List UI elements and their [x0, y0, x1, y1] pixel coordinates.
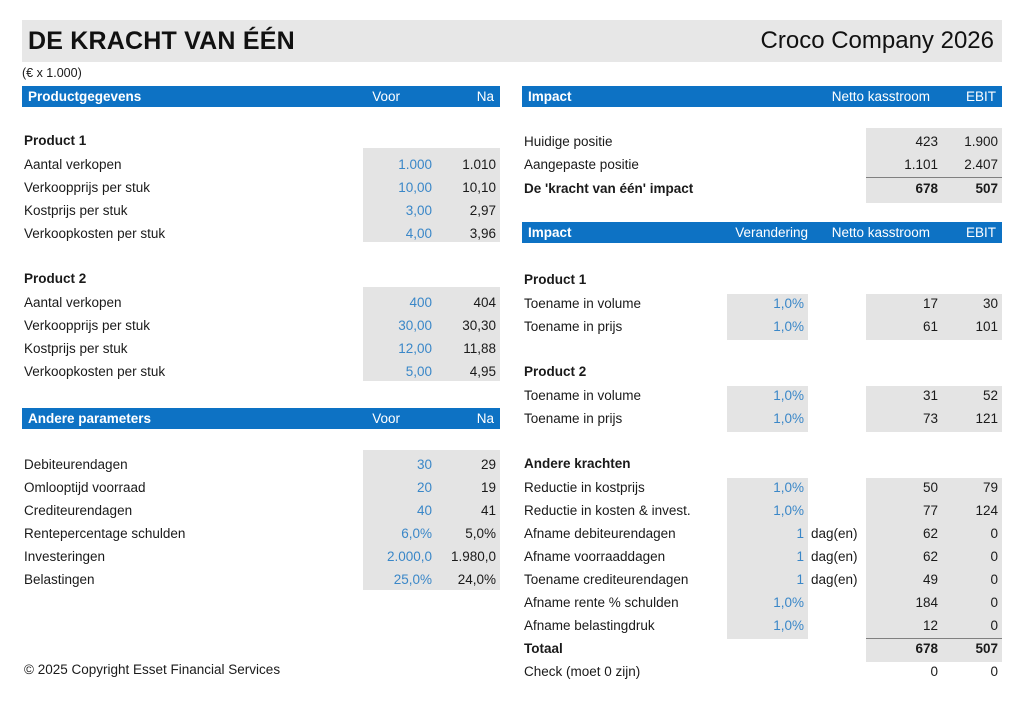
param-row-1-before[interactable]: 20 — [416, 480, 432, 495]
param-row-5-after: 24,0% — [457, 572, 496, 587]
param-row-0-label: Debiteurendagen — [24, 457, 128, 472]
detail-other-row-2-change[interactable]: 1 — [796, 526, 804, 541]
detail-other-row-1-change[interactable]: 1,0% — [773, 503, 804, 518]
product2-row-2-after: 11,88 — [463, 341, 496, 356]
product2-row-0-after: 404 — [473, 295, 496, 310]
product2-row-0-label: Aantal verkopen — [24, 295, 122, 310]
product2-row-3-after: 4,95 — [469, 364, 496, 379]
param-row-2-after: 41 — [480, 503, 496, 518]
impact-header-detail-title: Impact — [528, 225, 572, 240]
position-row-1-label: Aangepaste positie — [524, 157, 639, 172]
impact-header-detail — [522, 222, 1002, 243]
total-row-cashflow: 678 — [915, 641, 938, 656]
detail-p2-row-0-label: Toename in volume — [524, 388, 642, 403]
position-row-0-cashflow: 423 — [915, 134, 938, 149]
detail-other-row-5-change[interactable]: 1,0% — [773, 595, 804, 610]
detail-other-row-6-ebit: 0 — [990, 618, 998, 633]
detail-other-row-3-ebit: 0 — [990, 549, 998, 564]
product2-row-2-label: Kostprijs per stuk — [24, 341, 128, 356]
position-row-1-cashflow: 1.101 — [904, 157, 938, 172]
detail-other-total-topline — [866, 638, 1002, 639]
product1-row-0-after: 1.010 — [462, 157, 496, 172]
param-row-3-before[interactable]: 6,0% — [401, 526, 432, 541]
param-row-1-label: Omlooptijd voorraad — [24, 480, 146, 495]
detail-p1-row-1-change[interactable]: 1,0% — [773, 319, 804, 334]
position-row-2-cashflow: 678 — [915, 181, 938, 196]
detail-other-row-6-change[interactable]: 1,0% — [773, 618, 804, 633]
check-row-label: Check (moet 0 zijn) — [524, 664, 641, 679]
unit-note: (€ x 1.000) — [22, 66, 82, 80]
product2-row-1-after: 30,30 — [462, 318, 496, 333]
product1-row-3-after: 3,96 — [469, 226, 496, 241]
detail-p1-row-1-cashflow: 61 — [922, 319, 938, 334]
impact-header-top-title: Impact — [528, 89, 572, 104]
param-row-4-before[interactable]: 2.000,0 — [386, 549, 432, 564]
param-row-3-label: Rentepercentage schulden — [24, 526, 186, 541]
copyright-footer: © 2025 Copyright Esset Financial Services — [24, 662, 281, 677]
position-row-1-ebit: 2.407 — [964, 157, 998, 172]
product1-row-0-label: Aantal verkopen — [24, 157, 122, 172]
product1-group-label: Product 1 — [24, 133, 87, 148]
detail-other-row-0-label: Reductie in kostprijs — [524, 480, 645, 495]
product1-row-2-label: Kostprijs per stuk — [24, 203, 128, 218]
param-row-3-after: 5,0% — [465, 526, 496, 541]
detail-p1-row-1-label: Toename in prijs — [524, 319, 623, 334]
position-row-0-ebit: 1.900 — [964, 134, 998, 149]
detail-p2-row-1-ebit: 121 — [975, 411, 998, 426]
detail-other-row-4-ebit: 0 — [990, 572, 998, 587]
detail-p2-row-0-change[interactable]: 1,0% — [773, 388, 804, 403]
param-row-4-label: Investeringen — [24, 549, 106, 564]
total-row-ebit: 507 — [975, 641, 998, 656]
detail-other-row-0-change[interactable]: 1,0% — [773, 480, 804, 495]
detail-p2-row-0-ebit: 52 — [982, 388, 998, 403]
detail-other-row-3-change[interactable]: 1 — [796, 549, 804, 564]
param-row-5-label: Belastingen — [24, 572, 95, 587]
product1-row-2-before[interactable]: 3,00 — [405, 203, 432, 218]
otherparams-header — [22, 408, 500, 429]
impact-top-col-ebit: EBIT — [965, 89, 996, 104]
position-row-0-label: Huidige positie — [524, 134, 613, 149]
check-row-cashflow: 0 — [930, 664, 938, 679]
impact-detail-col-ebit: EBIT — [965, 225, 996, 240]
impact-header-top — [522, 86, 1002, 107]
param-row-0-after: 29 — [480, 457, 496, 472]
detail-p2-row-1-cashflow: 73 — [922, 411, 938, 426]
total-row-label: Totaal — [524, 641, 563, 656]
detail-other-row-4-label: Toename crediteurendagen — [524, 572, 689, 587]
detail-other-row-5-cashflow: 184 — [915, 595, 938, 610]
detail-other-row-3-cashflow: 62 — [922, 549, 938, 564]
detail-p1-row-1-ebit: 101 — [975, 319, 998, 334]
detail-other-row-2-ebit: 0 — [990, 526, 998, 541]
page-title: DE KRACHT VAN ÉÉN — [28, 26, 295, 55]
detail-other-row-2-cashflow: 62 — [922, 526, 938, 541]
detail-other-row-3-label: Afname voorraaddagen — [524, 549, 666, 564]
detail-other-row-6-cashflow: 12 — [922, 618, 938, 633]
detail-other-row-1-ebit: 124 — [975, 503, 998, 518]
product1-row-3-before[interactable]: 4,00 — [405, 226, 432, 241]
product2-row-3-label: Verkoopkosten per stuk — [24, 364, 166, 379]
company-title: Croco Company 2026 — [760, 27, 994, 54]
param-row-4-after: 1.980,0 — [450, 549, 496, 564]
detail-other-row-4-change[interactable]: 1 — [796, 572, 804, 587]
product1-row-1-label: Verkoopprijs per stuk — [24, 180, 151, 195]
impact-detail-col-change: Verandering — [735, 225, 808, 240]
detail-other-row-1-label: Reductie in kosten & invest. — [524, 503, 691, 518]
otherparams-col-before: Voor — [372, 411, 400, 426]
detail-p1-group-label: Product 1 — [524, 272, 587, 287]
position-total-topline — [866, 177, 1002, 178]
detail-p2-row-0-cashflow: 31 — [922, 388, 938, 403]
detail-other-row-3-suffix: dag(en) — [811, 549, 858, 564]
title-band — [22, 20, 1002, 62]
detail-other-row-5-label: Afname rente % schulden — [524, 595, 679, 610]
param-row-2-label: Crediteurendagen — [24, 503, 133, 518]
detail-p2-group-label: Product 2 — [524, 364, 587, 379]
detail-other-row-5-ebit: 0 — [990, 595, 998, 610]
product2-row-1-before[interactable]: 30,00 — [398, 318, 432, 333]
product1-row-2-after: 2,97 — [469, 203, 496, 218]
detail-other-row-0-ebit: 79 — [982, 480, 998, 495]
detail-p2-row-1-label: Toename in prijs — [524, 411, 623, 426]
product2-row-1-label: Verkoopprijs per stuk — [24, 318, 151, 333]
param-row-2-before[interactable]: 40 — [416, 503, 432, 518]
position-row-2-ebit: 507 — [975, 181, 998, 196]
productdata-header-title: Productgegevens — [28, 89, 142, 104]
product2-group-label: Product 2 — [24, 271, 87, 286]
impact-detail-col-cashflow: Netto kasstroom — [831, 225, 930, 240]
product2-row-2-before[interactable]: 12,00 — [398, 341, 432, 356]
detail-p1-row-0-cashflow: 17 — [922, 296, 938, 311]
detail-other-row-4-suffix: dag(en) — [811, 572, 858, 587]
productdata-header — [22, 86, 500, 107]
impact-top-col-cashflow: Netto kasstroom — [831, 89, 930, 104]
otherparams-header-title: Andere parameters — [28, 411, 152, 426]
detail-other-group-label: Andere krachten — [524, 456, 631, 471]
product2-row-3-before[interactable]: 5,00 — [405, 364, 432, 379]
detail-other-row-0-cashflow: 50 — [922, 480, 938, 495]
product2-row-0-before[interactable]: 400 — [409, 295, 432, 310]
detail-other-row-2-label: Afname debiteurendagen — [524, 526, 676, 541]
productdata-col-before: Voor — [372, 89, 400, 104]
product1-row-3-label: Verkoopkosten per stuk — [24, 226, 166, 241]
detail-other-row-1-cashflow: 77 — [922, 503, 938, 518]
detail-p1-row-0-change[interactable]: 1,0% — [773, 296, 804, 311]
product1-row-1-before[interactable]: 10,00 — [398, 180, 432, 195]
product1-row-1-after: 10,10 — [462, 180, 496, 195]
detail-p1-row-0-label: Toename in volume — [524, 296, 642, 311]
detail-p2-row-1-change[interactable]: 1,0% — [773, 411, 804, 426]
detail-other-row-2-suffix: dag(en) — [811, 526, 858, 541]
detail-p1-row-0-ebit: 30 — [982, 296, 998, 311]
param-row-5-before[interactable]: 25,0% — [393, 572, 432, 587]
otherparams-col-after: Na — [476, 411, 494, 426]
position-row-2-label: De 'kracht van één' impact — [524, 181, 694, 196]
detail-other-row-6-label: Afname belastingdruk — [524, 618, 655, 633]
detail-other-row-4-cashflow: 49 — [922, 572, 938, 587]
check-row-ebit: 0 — [990, 664, 998, 679]
param-row-1-after: 19 — [480, 480, 496, 495]
param-row-0-before[interactable]: 30 — [416, 457, 432, 472]
product1-row-0-before[interactable]: 1.000 — [398, 157, 432, 172]
productdata-col-after: Na — [476, 89, 494, 104]
